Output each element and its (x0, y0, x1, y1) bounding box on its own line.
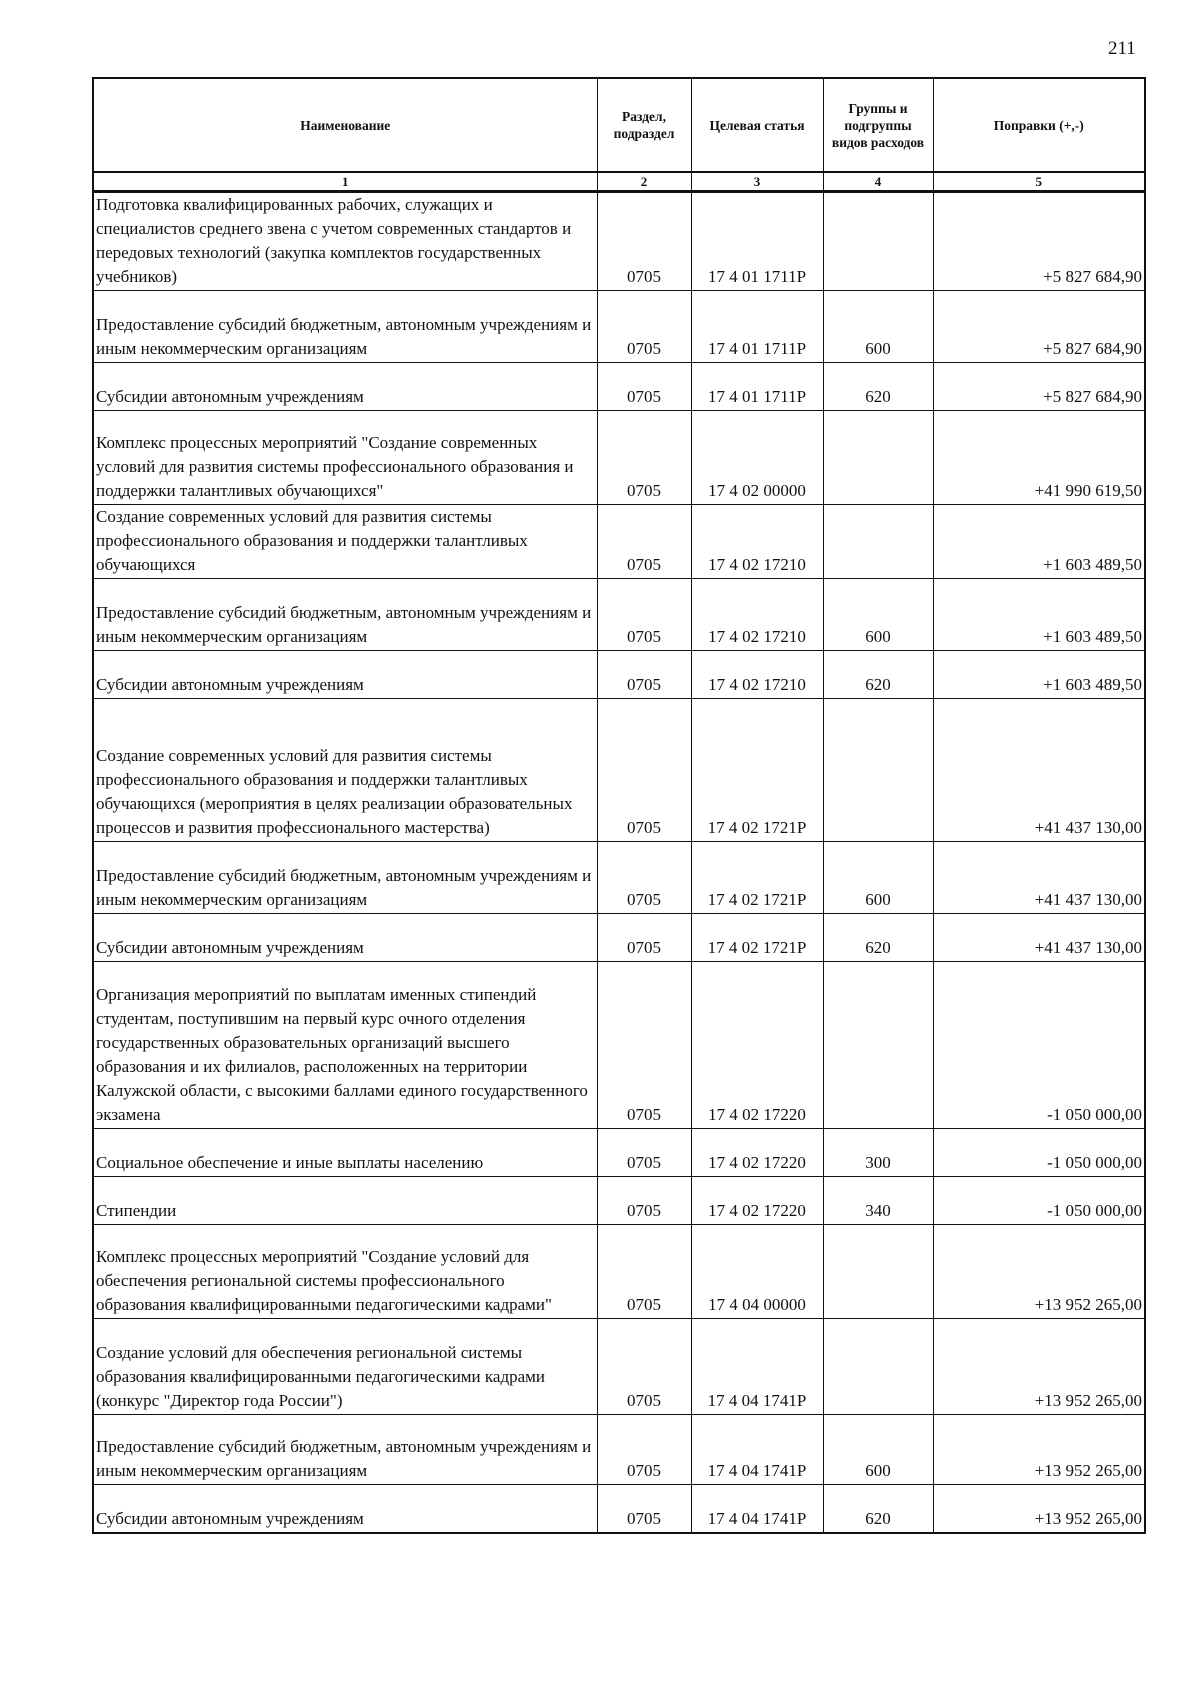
row-name: Субсидии автономным учреждениям (93, 914, 597, 962)
column-number: 4 (823, 172, 933, 192)
row-name: Создание современных условий для развития системы профессионального образования и поддержки талантливых обучающихся (мероприятия в целях реализации образовательных процессов и развития профессионального мастерства) (93, 699, 597, 842)
row-target-article: 17 4 02 17220 (691, 962, 823, 1129)
row-section: 0705 (597, 1225, 691, 1319)
row-section: 0705 (597, 291, 691, 363)
row-expense-group: 340 (823, 1177, 933, 1225)
row-name: Предоставление субсидий бюджетным, автономным учреждениям и иным некоммерческим организациям (93, 842, 597, 914)
row-amendment-amount: +13 952 265,00 (933, 1225, 1145, 1319)
row-target-article: 17 4 02 00000 (691, 411, 823, 505)
row-target-article: 17 4 02 1721Р (691, 842, 823, 914)
row-amendment-amount: +13 952 265,00 (933, 1415, 1145, 1485)
header-section: Раздел, подраздел (597, 78, 691, 172)
row-amendment-amount: +13 952 265,00 (933, 1485, 1145, 1533)
column-number: 3 (691, 172, 823, 192)
row-amendment-amount: -1 050 000,00 (933, 962, 1145, 1129)
row-expense-group: 300 (823, 1129, 933, 1177)
row-expense-group: 600 (823, 1415, 933, 1485)
row-target-article: 17 4 04 1741Р (691, 1415, 823, 1485)
row-name: Субсидии автономным учреждениям (93, 651, 597, 699)
row-section: 0705 (597, 1415, 691, 1485)
header-groups: Группы и подгруппы видов расходов (823, 78, 933, 172)
row-target-article: 17 4 01 1711Р (691, 363, 823, 411)
row-name: Создание условий для обеспечения региональной системы образования квалифицированными педагогическими кадрами (конкурс "Директор года России") (93, 1319, 597, 1415)
table-row (93, 842, 1145, 914)
row-amendment-amount: +41 437 130,00 (933, 914, 1145, 962)
row-amendment-amount: +13 952 265,00 (933, 1319, 1145, 1415)
row-expense-group (823, 962, 933, 1129)
row-target-article: 17 4 02 1721Р (691, 914, 823, 962)
table-row (93, 1485, 1145, 1533)
row-name: Стипендии (93, 1177, 597, 1225)
row-amendment-amount: +1 603 489,50 (933, 579, 1145, 651)
row-expense-group: 620 (823, 651, 933, 699)
row-expense-group (823, 699, 933, 842)
row-section: 0705 (597, 651, 691, 699)
table-body (93, 192, 1145, 1533)
row-name: Предоставление субсидий бюджетным, автономным учреждениям и иным некоммерческим организациям (93, 1415, 597, 1485)
row-amendment-amount: +1 603 489,50 (933, 651, 1145, 699)
row-section: 0705 (597, 1129, 691, 1177)
column-number-row (93, 172, 1145, 192)
row-amendment-amount: -1 050 000,00 (933, 1129, 1145, 1177)
row-name: Комплекс процессных мероприятий "Создание условий для обеспечения региональной системы профессионального образования квалифицированными педагогическими кадрами" (93, 1225, 597, 1319)
row-name: Субсидии автономным учреждениям (93, 363, 597, 411)
row-expense-group: 620 (823, 914, 933, 962)
table-row (93, 1177, 1145, 1225)
row-name: Организация мероприятий по выплатам именных стипендий студентам, поступившим на первый курс очного отделения государственных образовательных организаций высшего образования и их филиалов, расположенных на территории Калужской области, с высокими баллами единого государственного экзамена (93, 962, 597, 1129)
row-section: 0705 (597, 962, 691, 1129)
row-amendment-amount: +41 990 619,50 (933, 411, 1145, 505)
row-expense-group: 620 (823, 1485, 933, 1533)
header-name: Наименование (93, 78, 597, 172)
table-row (93, 1225, 1145, 1319)
row-expense-group (823, 1319, 933, 1415)
row-target-article: 17 4 02 1721Р (691, 699, 823, 842)
column-number: 2 (597, 172, 691, 192)
row-target-article: 17 4 04 00000 (691, 1225, 823, 1319)
table-row (93, 291, 1145, 363)
row-target-article: 17 4 01 1711Р (691, 192, 823, 291)
row-section: 0705 (597, 1177, 691, 1225)
row-target-article: 17 4 02 17210 (691, 579, 823, 651)
table-row (93, 962, 1145, 1129)
row-expense-group: 600 (823, 842, 933, 914)
row-section: 0705 (597, 411, 691, 505)
row-expense-group (823, 1225, 933, 1319)
table-row (93, 1415, 1145, 1485)
row-target-article: 17 4 04 1741Р (691, 1485, 823, 1533)
row-name: Комплекс процессных мероприятий "Создание современных условий для развития системы профессионального образования и поддержки талантливых обучающихся" (93, 411, 597, 505)
row-amendment-amount: +5 827 684,90 (933, 291, 1145, 363)
table-header (93, 78, 1145, 192)
row-target-article: 17 4 02 17220 (691, 1129, 823, 1177)
row-amendment-amount: +5 827 684,90 (933, 363, 1145, 411)
row-expense-group (823, 192, 933, 291)
header-target: Целевая статья (691, 78, 823, 172)
table-row (93, 579, 1145, 651)
row-name: Социальное обеспечение и иные выплаты населению (93, 1129, 597, 1177)
table-row (93, 411, 1145, 505)
budget-amendments-table (92, 77, 1146, 1534)
row-name: Субсидии автономным учреждениям (93, 1485, 597, 1533)
row-target-article: 17 4 02 17220 (691, 1177, 823, 1225)
table-row (93, 192, 1145, 291)
row-amendment-amount: +41 437 130,00 (933, 699, 1145, 842)
row-expense-group: 620 (823, 363, 933, 411)
column-number: 5 (933, 172, 1145, 192)
table-row (93, 651, 1145, 699)
row-section: 0705 (597, 505, 691, 579)
row-amendment-amount: +41 437 130,00 (933, 842, 1145, 914)
row-section: 0705 (597, 192, 691, 291)
table-row (93, 1319, 1145, 1415)
row-expense-group: 600 (823, 291, 933, 363)
row-name: Подготовка квалифицированных рабочих, служащих и специалистов среднего звена с учетом современных стандартов и передовых технологий (закупка комплектов государственных учебников) (93, 192, 597, 291)
table-row (93, 699, 1145, 842)
header-row (93, 78, 1145, 172)
row-expense-group: 600 (823, 579, 933, 651)
row-target-article: 17 4 04 1741Р (691, 1319, 823, 1415)
page-number: 211 (1108, 38, 1136, 59)
row-section: 0705 (597, 842, 691, 914)
row-amendment-amount: +5 827 684,90 (933, 192, 1145, 291)
row-target-article: 17 4 02 17210 (691, 651, 823, 699)
row-target-article: 17 4 02 17210 (691, 505, 823, 579)
row-section: 0705 (597, 1319, 691, 1415)
row-amendment-amount: +1 603 489,50 (933, 505, 1145, 579)
row-expense-group (823, 411, 933, 505)
row-amendment-amount: -1 050 000,00 (933, 1177, 1145, 1225)
table-row (93, 363, 1145, 411)
row-section: 0705 (597, 363, 691, 411)
table-row (93, 914, 1145, 962)
row-name: Предоставление субсидий бюджетным, автономным учреждениям и иным некоммерческим организациям (93, 291, 597, 363)
row-section: 0705 (597, 1485, 691, 1533)
table-row (93, 505, 1145, 579)
column-number: 1 (93, 172, 597, 192)
row-section: 0705 (597, 579, 691, 651)
row-target-article: 17 4 01 1711Р (691, 291, 823, 363)
row-section: 0705 (597, 914, 691, 962)
row-name: Предоставление субсидий бюджетным, автономным учреждениям и иным некоммерческим организациям (93, 579, 597, 651)
row-name: Создание современных условий для развития системы профессионального образования и поддержки талантливых обучающихся (93, 505, 597, 579)
row-expense-group (823, 505, 933, 579)
header-amendments: Поправки (+,-) (933, 78, 1145, 172)
row-section: 0705 (597, 699, 691, 842)
table-row (93, 1129, 1145, 1177)
